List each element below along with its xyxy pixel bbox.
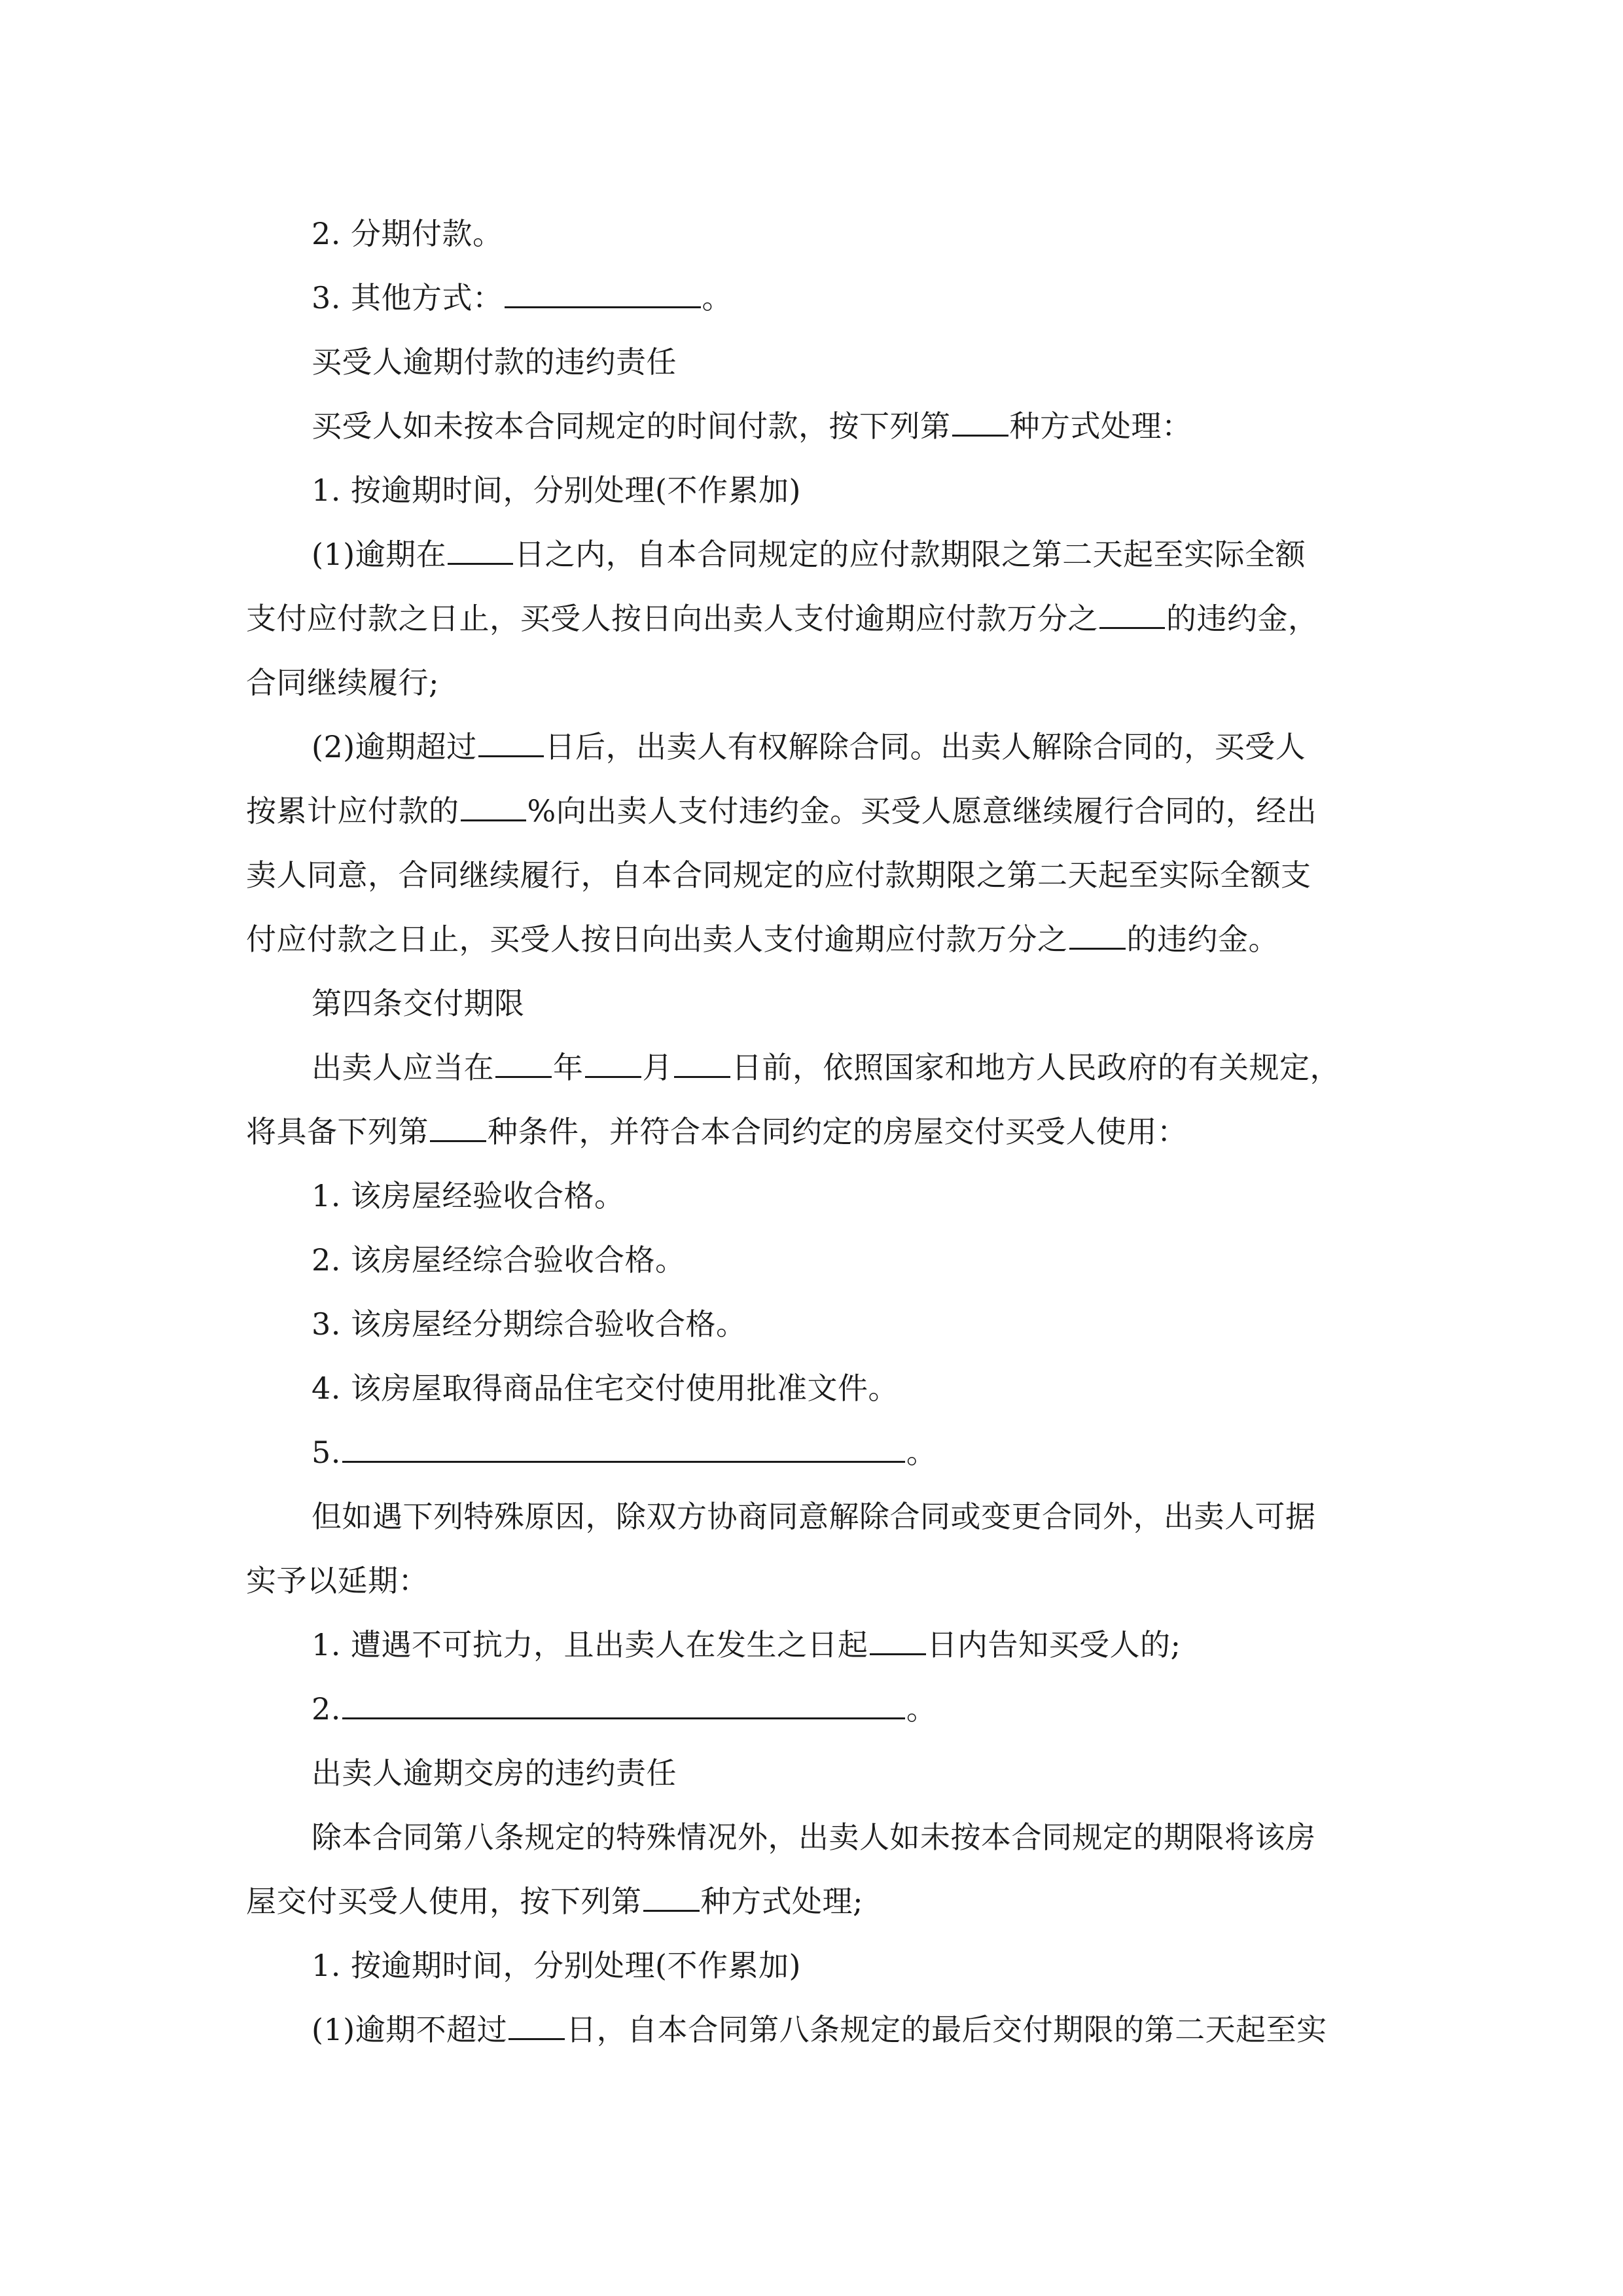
list-item	[246, 1356, 1378, 1420]
text: 出卖人应当在	[312, 1050, 494, 1085]
paragraph	[246, 1549, 1378, 1613]
paragraph	[246, 1869, 1378, 1933]
text: 按累计应付款的	[246, 793, 459, 829]
text: 付应付款之日止，买受人按日向出卖人支付逾期应付款万分之	[246, 922, 1068, 957]
paragraph	[246, 1805, 1378, 1869]
blank-line	[505, 280, 701, 308]
text: 但如遇下列特殊原因，除双方协商同意解除合同或变更合同外，出卖人可据	[312, 1499, 1316, 1534]
text: 日内告知买受人的;	[927, 1627, 1181, 1662]
text: 卖人同意，合同继续履行，自本合同规定的应付款期限之第二天起至实际全额支	[246, 857, 1311, 893]
text: 年	[553, 1050, 584, 1085]
blank-line	[508, 2012, 565, 2040]
text: 屋交付买受人使用，按下列第	[246, 1884, 642, 1919]
text: 第四条交付期限	[312, 986, 525, 1021]
paragraph	[246, 843, 1378, 907]
text: 种方式处理;	[700, 1884, 863, 1919]
blank-line	[478, 729, 544, 757]
paragraph	[246, 394, 1378, 458]
text: 实予以延期：	[246, 1563, 429, 1598]
text: (2)逾期超过	[312, 729, 477, 764]
text: 1. 按逾期时间，分别处理(不作累加)	[312, 473, 801, 508]
paragraph	[246, 779, 1378, 843]
paragraph	[246, 202, 1378, 266]
text: 日，自本合同第八条规定的最后交付期限的第二天起至实	[566, 2012, 1327, 2047]
paragraph	[246, 1484, 1378, 1549]
paragraph	[246, 522, 1378, 586]
text: 日后，出卖人有权解除合同。出卖人解除合同的，买受人	[544, 729, 1306, 764]
text: 的违约金，	[1166, 601, 1319, 636]
blank-line	[952, 408, 1008, 437]
paragraph	[246, 907, 1378, 971]
text: 。	[702, 280, 733, 315]
blank-line	[342, 1691, 905, 1719]
text: 日前，依照国家和地方人民政府的有关规定，	[732, 1050, 1340, 1085]
list-item	[246, 1228, 1378, 1292]
text: 种条件，并符合本合同约定的房屋交付买受人使用：	[488, 1114, 1188, 1149]
list-item	[246, 1292, 1378, 1356]
text: 买受人逾期付款的违约责任	[312, 344, 677, 380]
text: 月	[642, 1050, 673, 1085]
text: (1)逾期在	[312, 537, 447, 572]
text: 出卖人逾期交房的违约责任	[312, 1755, 677, 1791]
list-item	[246, 1677, 1378, 1741]
text: 4. 该房屋取得商品住宅交付使用批准文件。	[312, 1371, 899, 1406]
blank-line	[1099, 601, 1165, 629]
text: 2. 分期付款。	[312, 216, 503, 251]
section-heading	[246, 330, 1378, 394]
text: 。	[906, 1691, 937, 1727]
paragraph	[246, 458, 1378, 522]
text: 1. 按逾期时间，分别处理(不作累加)	[312, 1948, 801, 1983]
text: 3. 其他方式：	[312, 280, 503, 315]
text: 2. 该房屋经综合验收合格。	[312, 1242, 686, 1278]
text: 1. 该房屋经验收合格。	[312, 1178, 625, 1213]
text: 种方式处理：	[1009, 408, 1192, 444]
paragraph	[246, 651, 1378, 715]
text: 合同继续履行;	[246, 665, 439, 700]
blank-line	[585, 1050, 641, 1078]
section-heading	[246, 1741, 1378, 1805]
blank-line	[1069, 922, 1126, 950]
text: 将具备下列第	[246, 1114, 429, 1149]
text: 日之内，自本合同规定的应付款期限之第二天起至实际全额	[514, 537, 1306, 572]
paragraph	[246, 1035, 1378, 1100]
text: 2.	[312, 1691, 341, 1727]
blank-line	[870, 1627, 926, 1655]
text: %向出卖人支付违约金。买受人愿意继续履行合同的，经出	[527, 793, 1317, 829]
paragraph	[246, 1933, 1378, 1998]
paragraph	[246, 1100, 1378, 1164]
list-item	[246, 1164, 1378, 1228]
text: 3. 该房屋经分期综合验收合格。	[312, 1306, 747, 1342]
section-heading	[246, 971, 1378, 1035]
text: 1. 遭遇不可抗力，且出卖人在发生之日起	[312, 1627, 868, 1662]
blank-line	[430, 1114, 486, 1142]
paragraph	[246, 715, 1378, 779]
text: 5.	[312, 1435, 341, 1470]
blank-line	[342, 1435, 905, 1463]
text: 的违约金。	[1126, 922, 1279, 957]
contract-page	[246, 202, 1378, 2062]
blank-line	[495, 1050, 552, 1078]
blank-line	[461, 793, 526, 821]
text: (1)逾期不超过	[312, 2012, 508, 2047]
paragraph	[246, 586, 1378, 651]
paragraph	[246, 1998, 1378, 2062]
text: 。	[906, 1435, 937, 1470]
paragraph	[246, 266, 1378, 330]
text: 买受人如未按本合同规定的时间付款，按下列第	[312, 408, 951, 444]
blank-line	[674, 1050, 730, 1078]
blank-line	[448, 537, 513, 565]
text: 除本合同第八条规定的特殊情况外，出卖人如未按本合同规定的期限将该房	[312, 1820, 1316, 1855]
list-item	[246, 1420, 1378, 1484]
blank-line	[643, 1884, 700, 1912]
list-item	[246, 1613, 1378, 1677]
text: 支付应付款之日止，买受人按日向出卖人支付逾期应付款万分之	[246, 601, 1098, 636]
